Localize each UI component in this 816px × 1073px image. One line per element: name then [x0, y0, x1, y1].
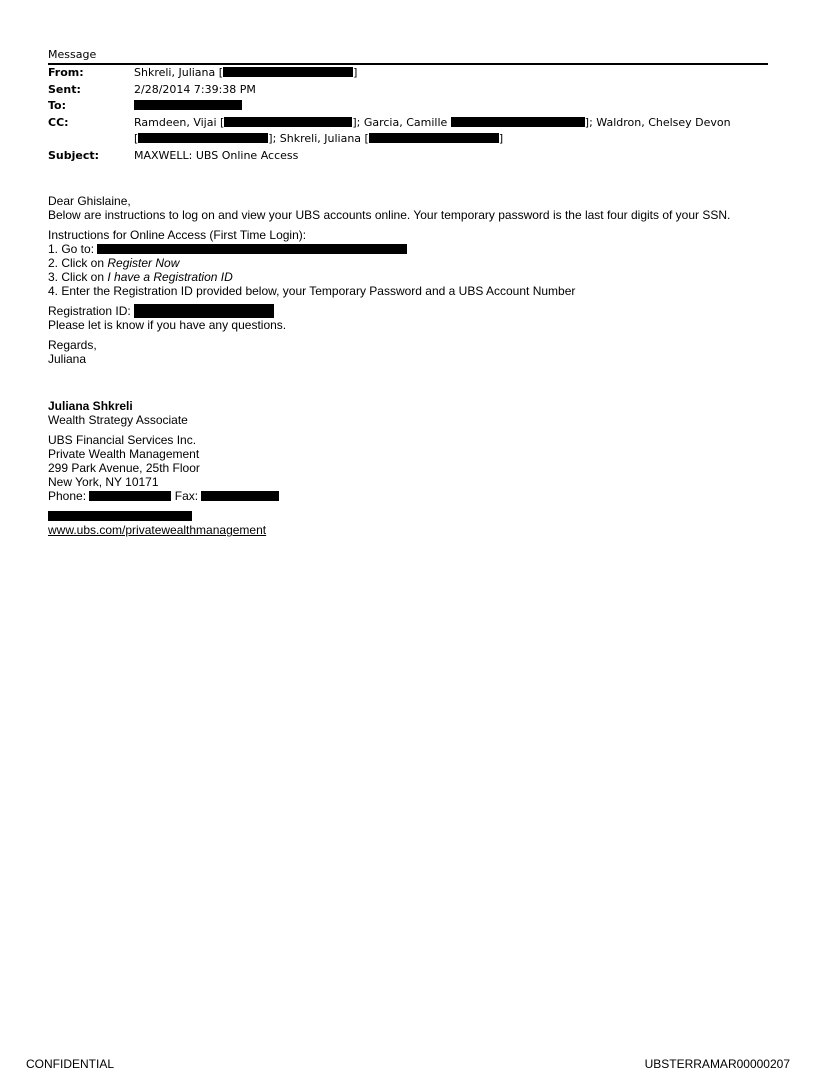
from-bracket: ] — [353, 66, 358, 79]
signature-address-2: New York, NY 10171 — [48, 475, 159, 489]
redaction-block — [224, 117, 352, 127]
to-label: To: — [48, 99, 66, 112]
cc-row — [48, 115, 768, 132]
step-emphasis: Register Now — [107, 256, 180, 270]
from-row — [48, 65, 768, 82]
closing: Regards, — [48, 338, 97, 352]
greeting: Dear Ghislaine, — [48, 194, 131, 208]
signature-title: Wealth Strategy Associate — [48, 413, 188, 427]
signature-address-1: 299 Park Avenue, 25th Floor — [48, 461, 200, 475]
subject-label: Subject: — [48, 148, 100, 162]
registration-label: Registration ID: — [48, 304, 131, 318]
sent-value: 2/28/2014 7:39:38 PM — [134, 82, 256, 96]
instructions-title: Instructions for Online Access (First Time Login): — [48, 228, 307, 242]
redaction-block — [134, 100, 242, 110]
message-label: Message — [48, 48, 97, 61]
cc-label: CC: — [48, 115, 69, 129]
cc-value: [ — [134, 132, 139, 145]
subject-row — [48, 148, 768, 165]
sent-label: Sent: — [48, 82, 81, 96]
cc-value: Ramdeen, Vijai [ — [134, 115, 225, 129]
signature-division: Private Wealth Management — [48, 447, 200, 461]
cc-value: ]; Waldron, Chelsey Devon — [584, 115, 731, 129]
closing-name: Juliana — [48, 352, 87, 366]
redaction-block — [134, 304, 274, 318]
instruction-step-1 — [48, 242, 768, 256]
redaction-block — [89, 491, 171, 501]
from-value: Shkreli, Juliana [ — [134, 66, 224, 79]
redaction-block — [48, 511, 192, 521]
signature-phone-fax — [48, 489, 768, 503]
signature-company: UBS Financial Services Inc. — [48, 433, 197, 447]
cc-row-continued — [48, 131, 768, 148]
signature-name: Juliana Shkreli — [48, 399, 133, 413]
registration-id — [48, 304, 768, 318]
cc-value: ] — [498, 132, 504, 145]
step-emphasis: I have a Registration ID — [107, 270, 233, 284]
fax-label: Fax: — [174, 489, 199, 503]
instruction-step-4: 4. Enter the Registration ID provided below, your Temporary Password and a UBS Account Number — [48, 284, 576, 298]
confidential-footer: CONFIDENTIAL — [26, 1057, 115, 1071]
email-body — [48, 194, 768, 537]
to-row — [48, 98, 768, 115]
redaction-block — [369, 133, 499, 143]
instruction-step-3 — [48, 270, 768, 284]
step-text: 1. Go to: — [48, 242, 95, 256]
cc-value: ]; Garcia, Camille — [352, 115, 448, 129]
bates-number: UBSTERRAMAR00000207 — [644, 1057, 790, 1071]
phone-label: Phone: — [48, 489, 87, 503]
intro-paragraph: Below are instructions to log on and view your UBS accounts online. Your temporary password is the last four digits of your SSN. — [48, 208, 731, 222]
redaction-block — [201, 491, 279, 501]
redaction-block — [223, 67, 353, 77]
sent-row — [48, 82, 768, 99]
redaction-block — [451, 117, 585, 127]
step-text: 3. Click on — [48, 270, 108, 284]
redaction-block — [138, 133, 268, 143]
step-text: 2. Click on — [48, 256, 108, 270]
instruction-step-2 — [48, 256, 768, 270]
from-label: From: — [48, 66, 84, 79]
subject-value: MAXWELL: UBS Online Access — [134, 148, 299, 162]
questions-line: Please let is know if you have any questions. — [48, 318, 287, 332]
cc-value: ]; Shkreli, Juliana [ — [268, 132, 369, 145]
email-header — [48, 47, 768, 164]
redaction-block — [97, 244, 407, 254]
website-link[interactable]: www.ubs.com/privatewealthmanagement — [48, 523, 267, 537]
signature-email — [48, 509, 768, 523]
